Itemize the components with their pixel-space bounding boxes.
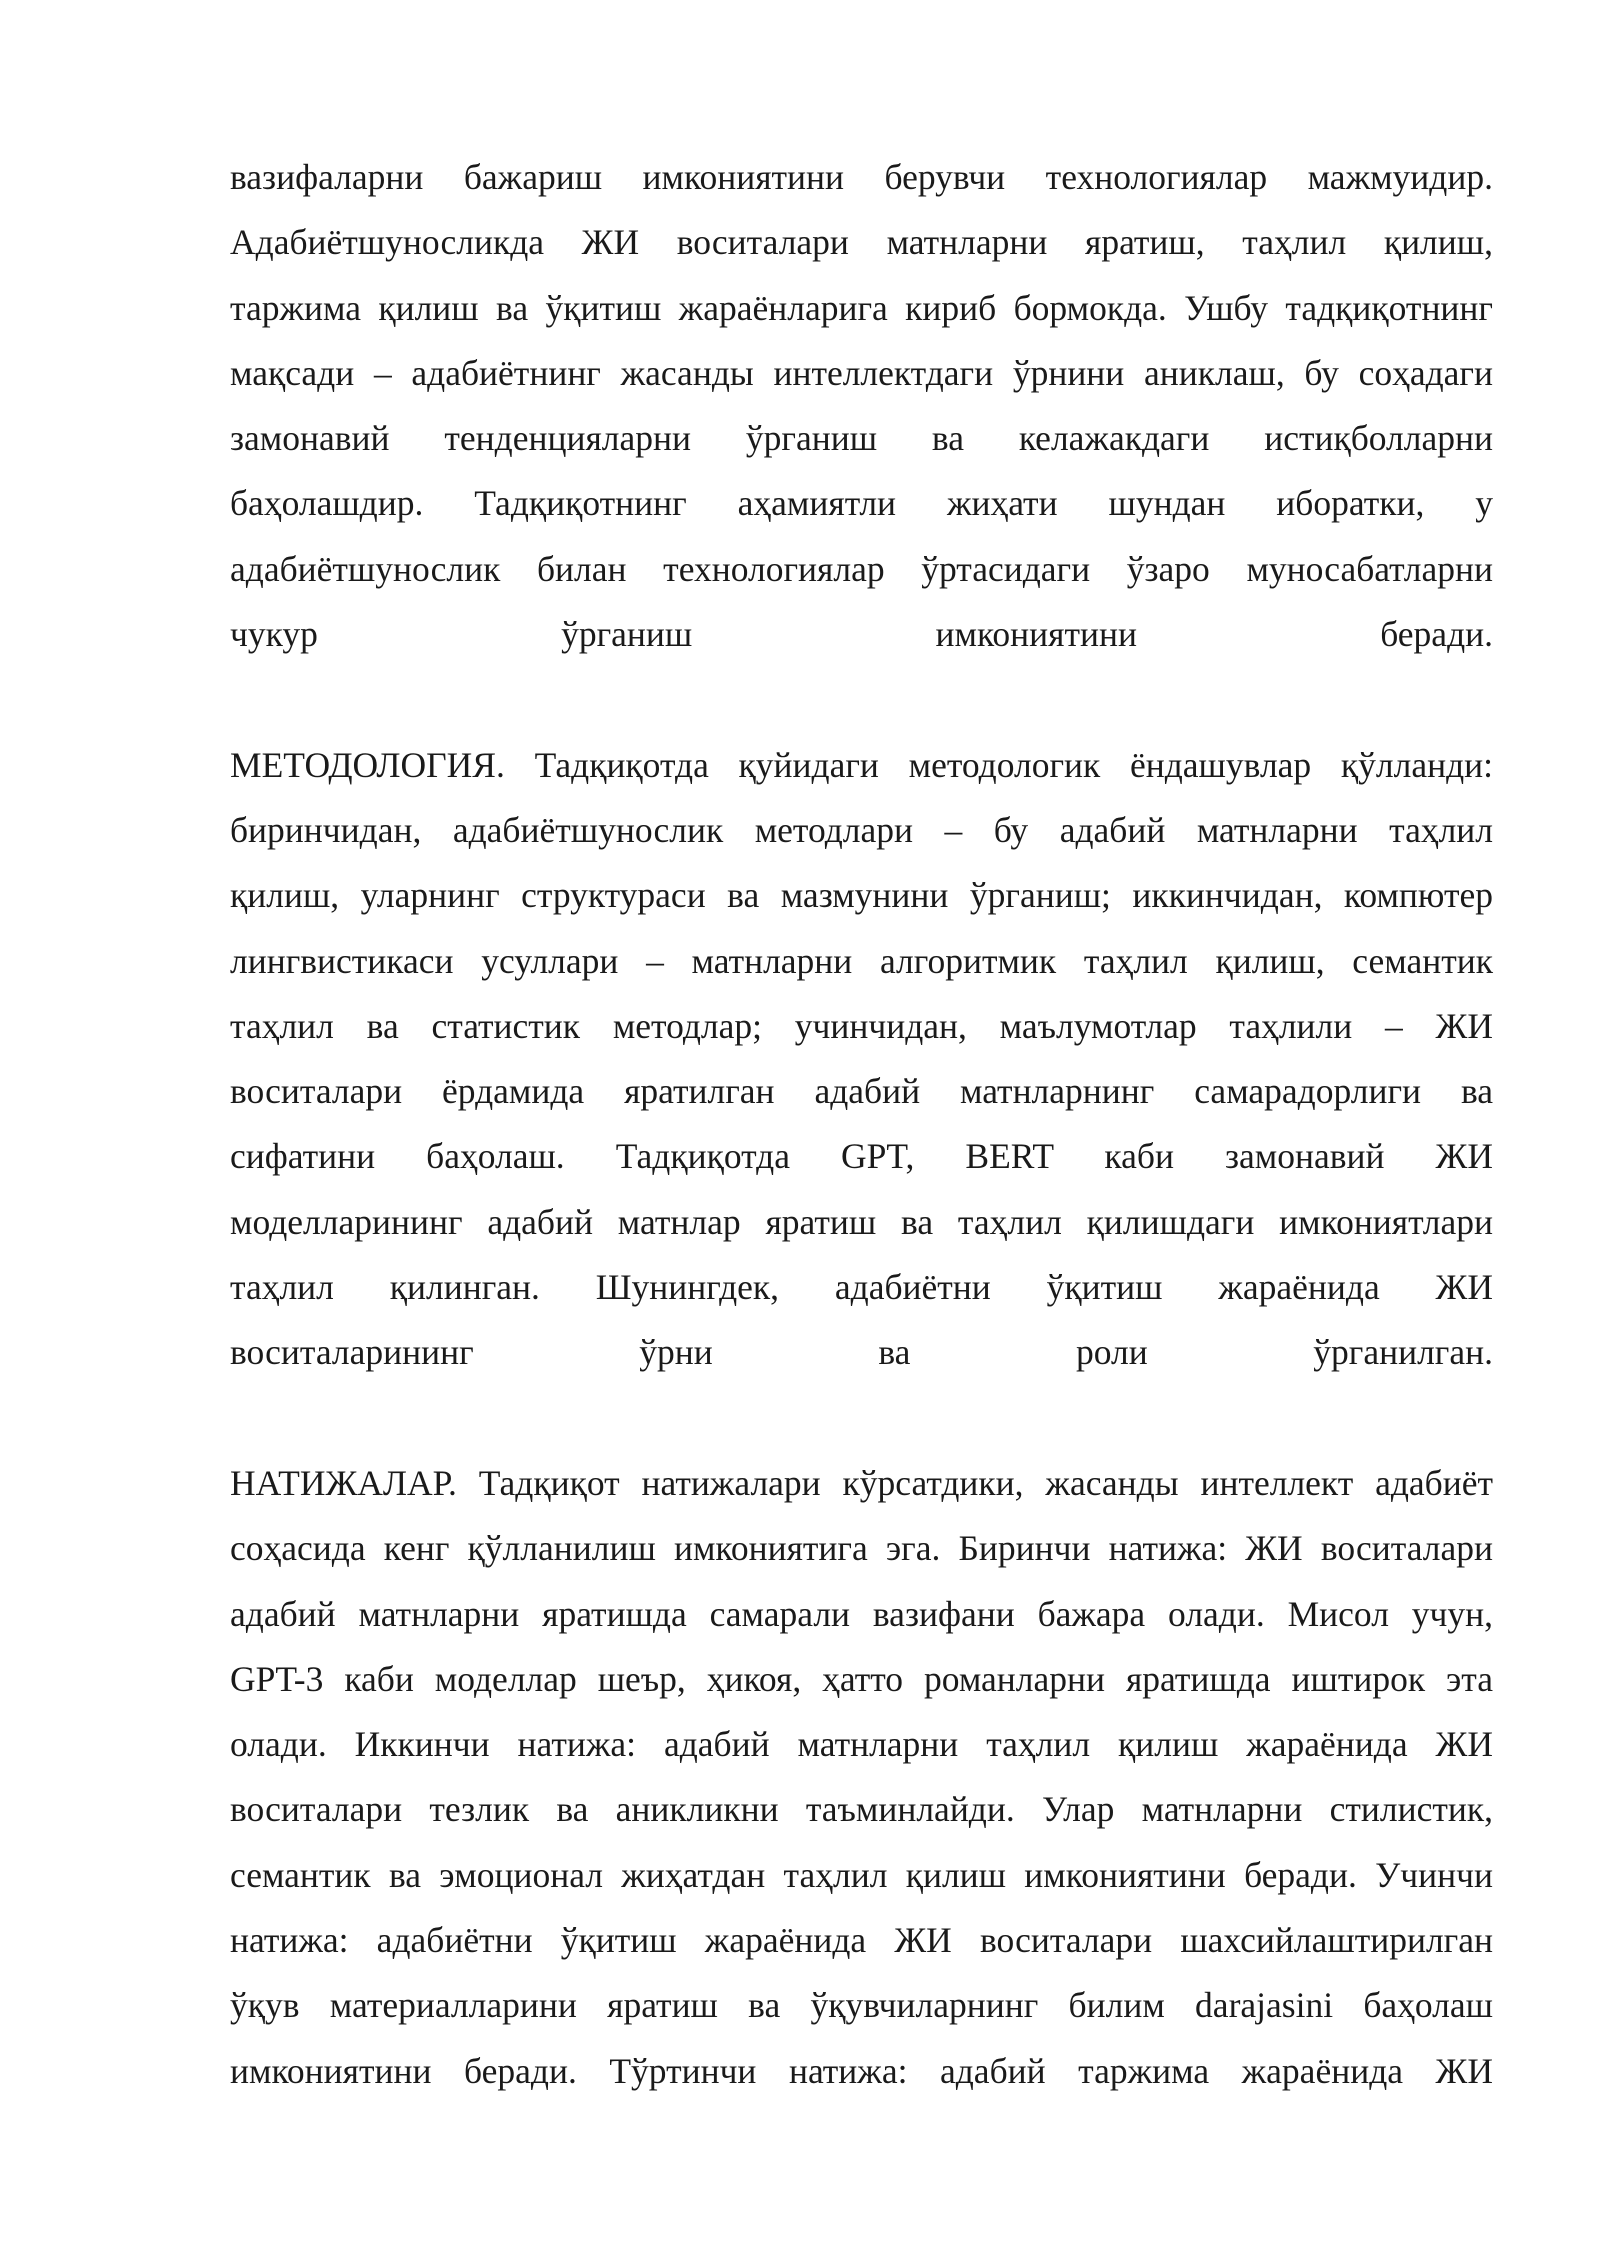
- text-line: чукур ўрганиш имкониятини беради.: [230, 614, 1493, 655]
- text-line: адабиётшунослик билан технологиялар ўртасидаги ўзаро муносабатларни: [230, 548, 1493, 589]
- text-line: НАТИЖАЛАР. Тадқиқот натижалари кўрсатдики, жасанды интеллект адабиёт: [230, 1462, 1493, 1503]
- text-line: қилиш, уларнинг структураси ва мазмунини ўрганиш; иккинчидан, компютер: [230, 875, 1493, 916]
- text-line: таҳлил қилинган. Шунингдек, адабиётни ўқитиш жараёнида ЖИ: [230, 1267, 1493, 1308]
- text-line: GPT-3 каби моделлар шеър, ҳикоя, ҳатто романларни яратишда иштирок эта: [230, 1658, 1493, 1699]
- text-line: соҳасида кенг қўлланилиш имкониятига эга. Биринчи натижа: ЖИ воситалари: [230, 1528, 1493, 1569]
- text-line: мақсади – адабиётнинг жасанды интеллектдаги ўрнини аниклаш, бу соҳадаги: [230, 352, 1493, 393]
- text-line: воситалари ёрдамида яратилган адабий матнларнинг самарадорлиги ва: [230, 1071, 1493, 1112]
- text-line: воситалари тезлик ва аникликни таъминлайди. Улар матнларни стилистик,: [230, 1789, 1493, 1830]
- methodology-paragraph: [230, 733, 1493, 1386]
- text-line: МЕТОДОЛОГИЯ. Тадқиқотда қуйидаги методологик ёндашувлар қўлланди:: [230, 744, 1493, 785]
- document-page: [230, 145, 1493, 2104]
- text-line: таҳлил ва статистик методлар; учинчидан, маълумотлар таҳлили – ЖИ: [230, 1005, 1493, 1046]
- paragraph-spacer: [230, 667, 1493, 732]
- text-line: моделларининг адабий матнлар яратиш ва таҳлил қилишдаги имкониятлари: [230, 1201, 1493, 1242]
- text-line: сифатини баҳолаш. Тадқиқотда GPT, BERT каби замонавий ЖИ: [230, 1136, 1493, 1177]
- text-line: баҳолашдир. Тадқиқотнинг аҳамиятли жиҳати шундан иборатки, у: [230, 483, 1493, 524]
- text-line: биринчидан, адабиётшунослик методлари – бу адабий матнларни таҳлил: [230, 809, 1493, 850]
- text-line: замонавий тенденцияларни ўрганиш ва келажакдаги истиқболларни: [230, 418, 1493, 459]
- text-line: олади. Иккинчи натижа: адабий матнларни таҳлил қилиш жараёнида ЖИ: [230, 1724, 1493, 1765]
- text-line: ўқув материалларини яратиш ва ўқувчиларнинг билим darajasini баҳолаш: [230, 1985, 1493, 2026]
- text-line: имкониятини беради. Тўртинчи натижа: адабий таржима жараёнида ЖИ: [230, 2050, 1493, 2091]
- text-line: натижа: адабиётни ўқитиш жараёнида ЖИ воситалари шахсийлаштирилган: [230, 1920, 1493, 1961]
- intro-paragraph: [230, 145, 1493, 667]
- text-line: семантик ва эмоционал жиҳатдан таҳлил қилиш имкониятини беради. Учинчи: [230, 1854, 1493, 1895]
- text-line: адабий матнларни яратишда самарали вазифани бажара олади. Мисол учун,: [230, 1593, 1493, 1634]
- paragraph-spacer: [230, 1386, 1493, 1451]
- text-line: Адабиётшуносликда ЖИ воситалари матнларни яратиш, таҳлил қилиш,: [230, 222, 1493, 263]
- results-paragraph: [230, 1451, 1493, 2104]
- text-line: вазифаларни бажариш имкониятини берувчи технологиялар мажмуидир.: [230, 157, 1493, 197]
- text-line: лингвистикаси усуллари – матнларни алгоритмик таҳлил қилиш, семантик: [230, 940, 1493, 981]
- text-line: воситаларининг ўрни ва роли ўрганилган.: [230, 1332, 1493, 1373]
- text-line: таржима қилиш ва ўқитиш жараёнларига кириб бормокда. Ушбу тадқиқотнинг: [230, 287, 1493, 328]
